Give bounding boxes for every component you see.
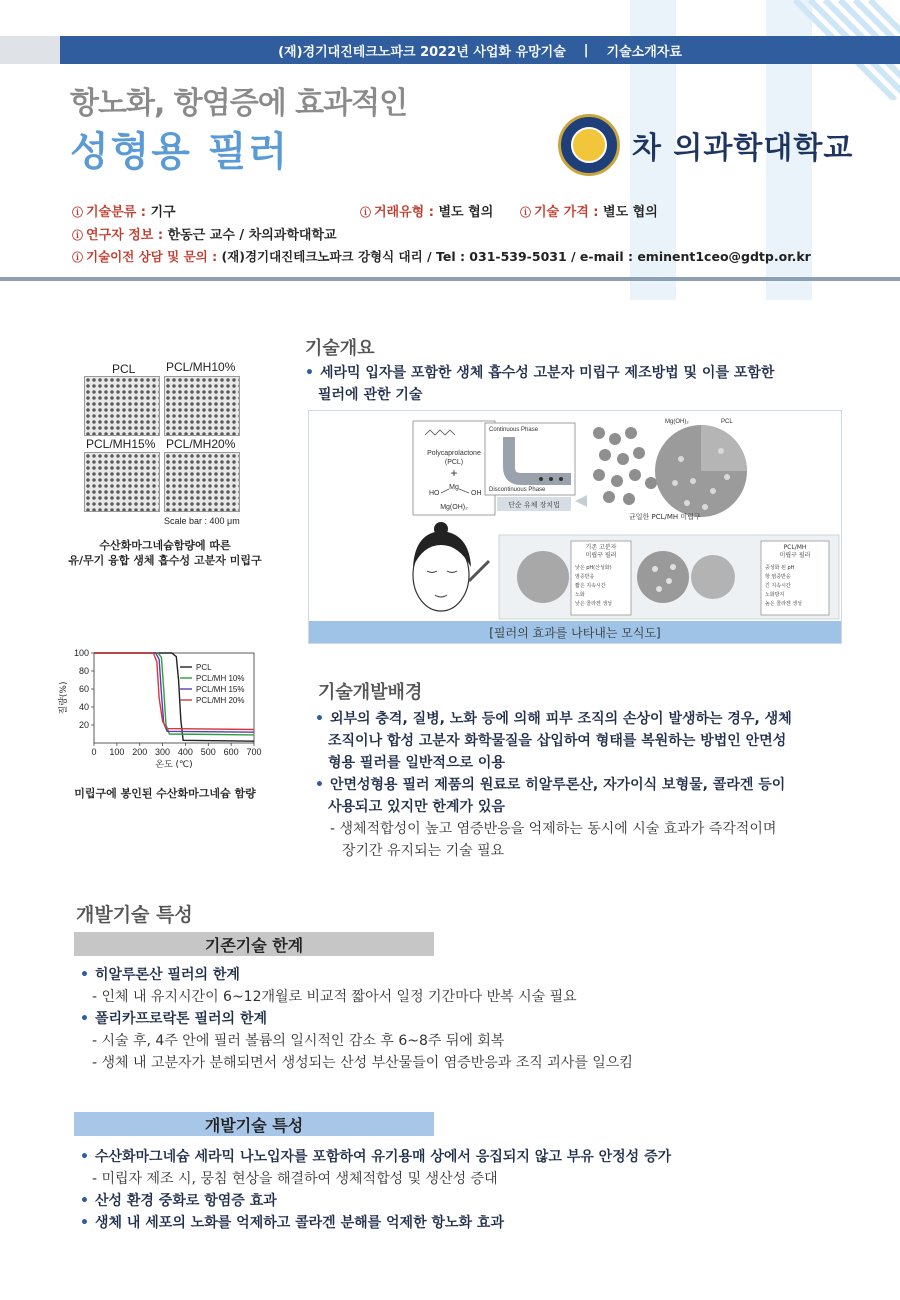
features-heading: 개발기술 특성 [76,904,193,926]
x-tick-label: 200 [132,747,148,757]
info-icon: ⓘ [72,251,83,264]
header-org: (재)경기대진테크노파크 2022년 사업화 유망기술 [278,44,566,60]
overview-heading: 기술개요 [305,338,375,359]
x-tick-label: 500 [200,747,216,757]
schema-device: 단순 유체 장치법 [508,501,560,509]
schema-result: 균일한 PCL/MH 미립구 [629,513,701,521]
x-tick-label: 700 [246,747,262,757]
background-sub-1: - 생체적합성이 높고 염증반응을 억제하는 동시에 시술 효과가 즉각적이며 장기간 유지되는 기술 필요 [330,821,777,859]
schema-pcl-name: Polycaprolactone [427,450,481,457]
micro-image-mh10 [164,376,240,436]
micro-image-mh20 [164,452,240,512]
info-price: ⓘ 기술 가격 : 별도 협의 [520,205,658,220]
background-bullet-1: • 외부의 충격, 질병, 노화 등에 의해 피부 조직의 손상이 발생하는 경우, 생체 조직이나 합성 고분자 화학물질을 삽입하여 형태를 복원하는 방법인 안면성 형용 필러를 일반적으로 이용 [315,711,792,771]
schema-new-title2: 미립구 필러 [779,552,811,559]
micro-label-mh15: PCL/MH15% [86,437,156,451]
dev-bullet-1: • 수산화마그네슘 세라믹 나노입자를 포함하여 유기용매 상에서 응집되지 않고 부유 안정성 증가 [80,1149,672,1165]
info-category: ⓘ 기술분류 : 기구 [72,205,176,220]
schema-existing-title1: 기존 고분자 [585,544,617,551]
legend-label: PCL/MH 15% [196,685,245,694]
schema-new-item: 노화방지 [765,592,785,598]
micro-label-mh20: PCL/MH20% [166,437,236,451]
title-line1: 항노화, 항염증에 효과적인 [70,86,408,121]
schema-mh: Mg(OH)₂ [440,504,468,511]
top-bar-accent [0,36,60,64]
university-name: 차 의과학대학교 [632,131,854,166]
schema-discontinuous: Discontinuous Phase [489,487,546,493]
schema-existing-title2: 미립구 필러 [585,552,617,559]
x-tick-label: 0 [91,747,97,757]
figure1-caption: 수산화마그네슘함량에 따른 유/무기 융합 생체 흡수성 고분자 미립구 [68,539,262,567]
y-tick-label: 40 [78,702,89,712]
schema-pcl-abbr: (PCL) [444,459,464,466]
limits-heading: 기존기술 한계 [74,932,434,956]
micro-image-mh15 [84,452,160,512]
schema-plus: + [450,466,458,480]
schema-existing-item: 낮은 콜라겐 생성 [575,601,612,607]
university-logo [558,114,853,176]
schema-existing-item: 짧은 지속시간 [575,583,606,589]
info-trade: ⓘ 거래유형 : 별도 협의 [360,205,494,220]
y-axis-label: 질량(%) [59,681,69,715]
x-tick-label: 100 [109,747,125,757]
legend-label: PCL/MH 20% [196,696,245,705]
schema-new-item: 항 염증반응 [765,574,791,580]
chart-caption: 미립구에 봉인된 수산화마그네슘 함량 [74,787,256,800]
schema-existing-item: 낮은 pH(산성화) [575,565,612,571]
x-tick-label: 300 [155,747,171,757]
info-icon: ⓘ [520,206,531,219]
scale-bar-label: Scale bar : 400 μm [164,516,240,526]
filler-schematic [308,410,842,644]
limits-sub-3: - 생체 내 고분자가 분해되면서 생성되는 산성 부산물들이 염증반응과 조직 괴사를 일으킴 [92,1055,633,1071]
info-icon: ⓘ [72,206,83,219]
dev-sub-1: - 미립자 제조 시, 뭉침 현상을 해결하여 생체적합성 및 생산성 증대 [92,1171,498,1187]
info-icon: ⓘ [72,229,83,242]
title-line2: 성형용 필러 [70,129,290,175]
schema-continuous: Continuous Phase [489,427,539,433]
dev-bullet-2: • 산성 환경 중화로 항염증 효과 [80,1193,277,1209]
schema-oh: OH [471,490,482,497]
y-tick-label: 100 [73,648,89,658]
schema-existing-item: 염증반응 [575,574,595,580]
schema-pcl-label: PCL [721,419,733,425]
micro-label-pcl: PCL [112,362,136,376]
info-contact: ⓘ 기술이전 상담 및 문의 : (재)경기대진테크노파크 강형식 대리 / Tel : 031-539-5031 / e-mail : eminent1ceo@gdtp.or.kr [72,249,811,264]
limits-bullet-1: • 히알루론산 필러의 한계 [80,967,240,983]
y-tick-label: 60 [78,684,89,694]
y-tick-label: 20 [78,720,89,730]
schema-existing-item: 노화 [575,592,585,598]
limits-sub-1: - 인체 내 유지시간이 6~12개월로 비교적 짧아서 일정 기간마다 반복 시술 필요 [92,989,577,1005]
schema-mg: Mg [449,484,459,491]
x-tick-label: 600 [223,747,239,757]
info-researcher: ⓘ 연구자 정보 : 한동근 교수 / 차의과학대학교 [72,228,337,243]
schema-new-item: 높은 콜라겐 생성 [765,601,802,607]
schematic-caption: [필러의 효과를 나타내는 모식도] [309,621,841,643]
background-heading: 기술개발배경 [318,682,423,703]
y-tick-label: 80 [78,666,89,676]
header-divider [0,277,900,281]
background-bullet-2: • 안면성형용 필러 제품의 원료로 히알루론산, 자가이식 보형물, 콜라겐 등이 사용되고 있지만 한계가 있음 [315,777,786,815]
header-separator: | [583,42,589,58]
header-doc-type: 기술소개자료 [606,44,682,60]
limits-bullet-2: • 폴리카프로락톤 필러의 한계 [80,1011,267,1027]
overview-bullet: • 세라믹 입자를 포함한 생체 흡수성 고분자 미립구 제조방법 및 이를 포함한 필러에 관한 기술 [305,365,775,403]
schema-new-item: 중성화 된 pH [765,565,795,571]
legend-label: PCL [196,663,212,672]
schema-new-title1: PCL/MH [783,544,807,551]
micro-image-pcl [84,376,160,436]
x-tick-label: 400 [177,747,193,757]
university-seal-icon [558,114,620,176]
schema-ho: HO [429,490,440,497]
dev-bullet-3: • 생체 내 세포의 노화를 억제하고 콜라겐 분해를 억제한 항노화 효과 [80,1215,504,1231]
limits-sub-2: - 시술 후, 4주 안에 필러 볼륨의 일시적인 감소 후 6~8주 뒤에 회복 [92,1033,505,1049]
schema-new-item: 긴 지속시간 [765,583,791,589]
schema-mgoh-label: Mg(OH)₂ [665,419,689,425]
legend-label: PCL/MH 10% [196,674,245,683]
x-axis-label: 온도 (℃) [155,760,193,770]
info-icon: ⓘ [360,206,371,219]
dev-heading: 개발기술 특성 [74,1112,434,1136]
tga-chart [58,645,268,770]
micro-label-mh10: PCL/MH10% [166,360,236,374]
top-bar [60,36,900,64]
